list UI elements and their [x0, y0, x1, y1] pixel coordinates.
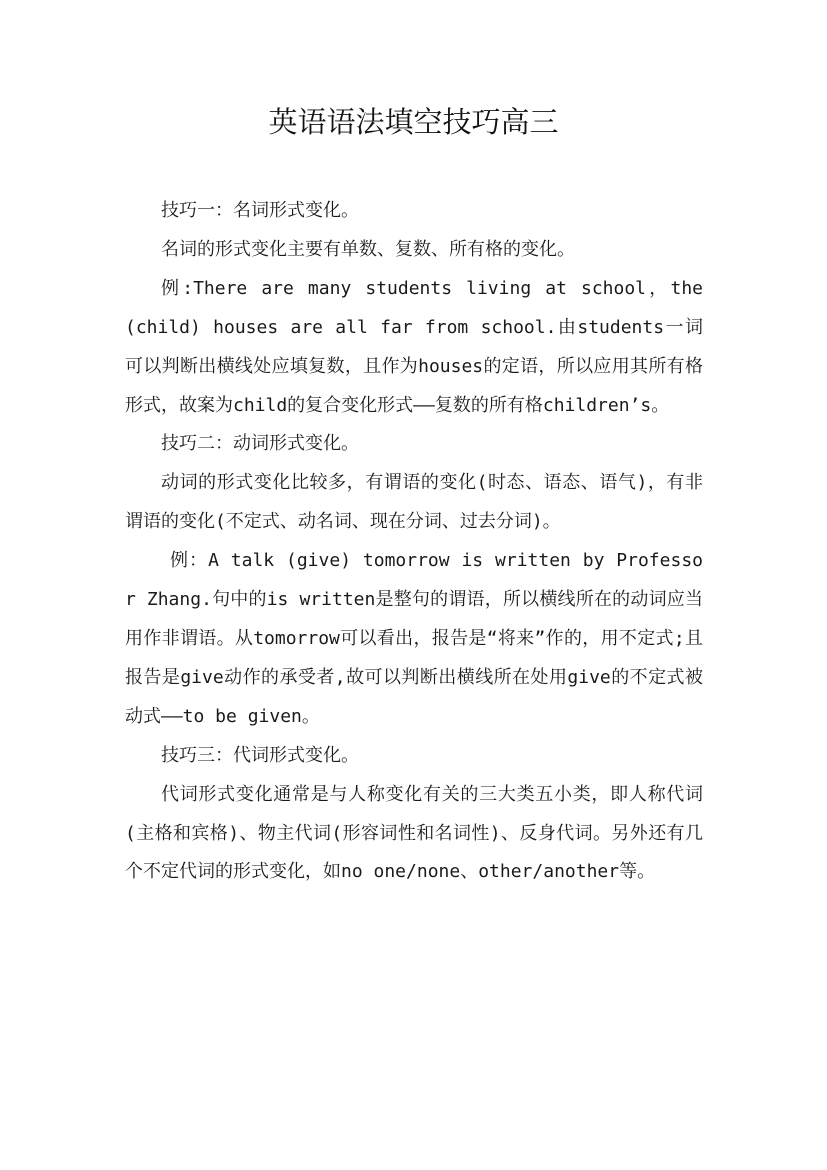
paragraph-tip-two-intro: 动词的形式变化比较多，有谓语的变化(时态、语态、语气)，有非谓语的变化(不定式、动名词、现在分词、过去分词)。	[125, 472, 703, 533]
paragraph-tip-two-example: 例：A talk (give) tomorrow is written by Professor Zhang.句中的is written是整句的谓语，所以横线所在的动词应当用作非谓语。从tomorrow可以看出，报告是“将来”作的，用不定式;且报告是give动作的承受者,故可以判断出横线所在处用give的不定式被动式——to be given。	[125, 550, 703, 727]
paragraph-tip-two-heading: 技巧二：动词形式变化。	[161, 433, 359, 455]
paragraph-tip-three-intro: 代词形式变化通常是与人称变化有关的三大类五小类，即人称代词(主格和宾格)、物主代词(形容词性和名词性)、反身代词。另外还有几个不定代词的形式变化，如no one/none、other/another等。	[125, 783, 703, 883]
document-body	[125, 192, 703, 892]
paragraph-tip-one-intro: 名词的形式变化主要有单数、复数、所有格的变化。	[161, 238, 575, 260]
paragraph-tip-one-example: 例:There are many students living at school，the (child) houses are all far from school.由students一词可以判断出横线处应填复数，且作为houses的定语，所以应用其所有格形式，故案为child的复合变化形式——复数的所有格children’s。	[125, 277, 703, 416]
paragraph-tip-three-heading: 技巧三：代词形式变化。	[161, 744, 359, 766]
document-title: 英语语法填空技巧高三	[268, 105, 559, 139]
paragraph-tip-one-heading: 技巧一：名词形式变化。	[161, 200, 359, 221]
